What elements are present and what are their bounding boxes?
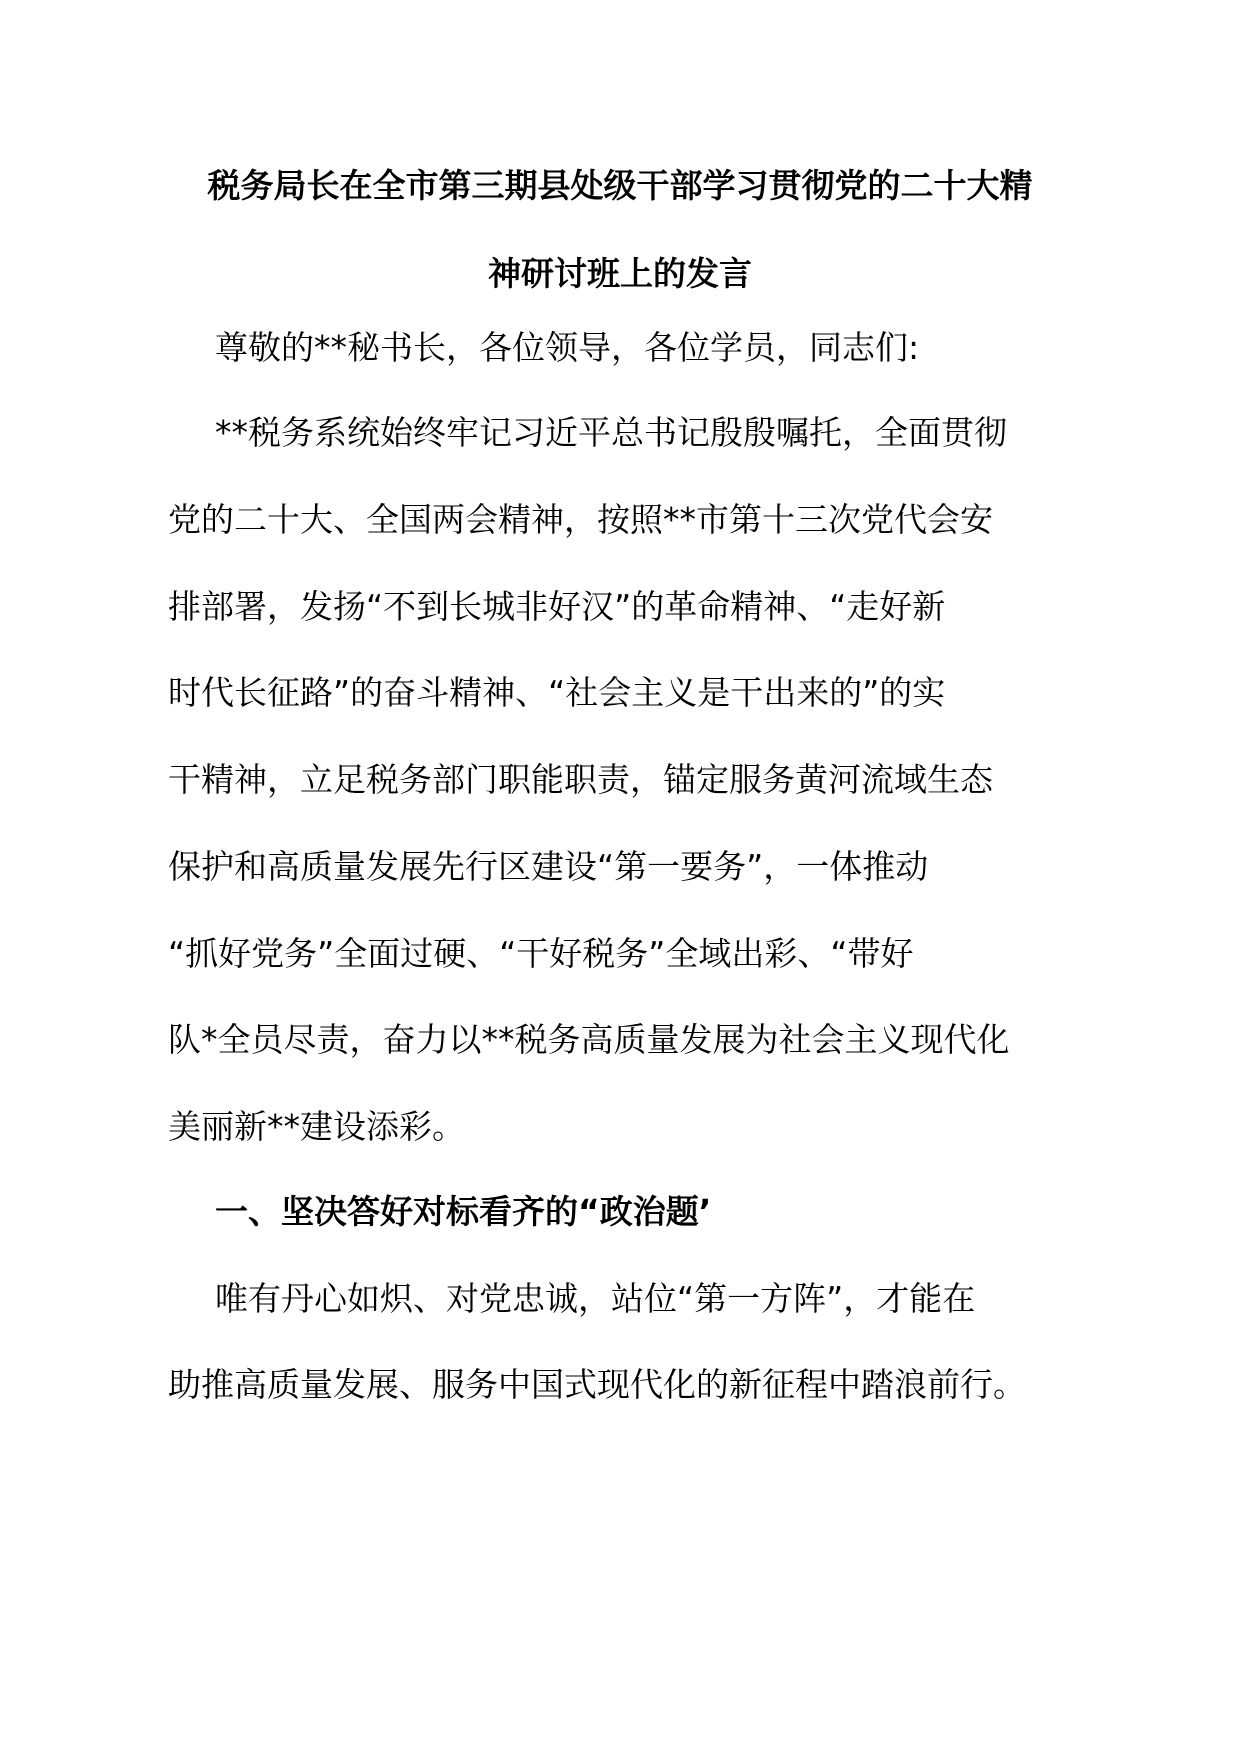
document-title-line-2: 神研讨班上的发言 bbox=[488, 254, 752, 293]
paragraph-1-line-4: 时代长征路”的奋斗精神、“社会主义是干出来的”的实 bbox=[168, 673, 946, 712]
paragraph-1-line-5: 干精神，立足税务部门职能职责，锚定服务黄河流域生态 bbox=[168, 760, 993, 799]
paragraph-1-line-7: “抓好党务”全面过硬、“干好税务”全域出彩、“带好 bbox=[168, 934, 914, 973]
paragraph-1-line-2: 党的二十大、全国两会精神，按照**市第十三次党代会安 bbox=[168, 500, 993, 539]
paragraph-1-line-8: 队*全员尽责，奋力以**税务高质量发展为社会主义现代化 bbox=[168, 1020, 1010, 1059]
section-1-heading: 一、坚决答好对标看齐的“政治题’ bbox=[215, 1192, 712, 1231]
paragraph-2-line-2: 助推高质量发展、服务中国式现代化的新征程中踏浪前行。 bbox=[168, 1365, 1026, 1404]
salutation: 尊敬的**秘书长，各位领导，各位学员，同志们: bbox=[215, 328, 920, 367]
paragraph-1-line-1: **税务系统始终牢记习近平总书记殷殷嘱托，全面贯彻 bbox=[215, 413, 1007, 452]
paragraph-1-line-9: 美丽新**建设添彩。 bbox=[168, 1107, 465, 1146]
paragraph-1-line-6: 保护和高质量发展先行区建设“第一要务”，一体推动 bbox=[168, 847, 929, 886]
paragraph-1-line-3: 排部署，发扬“不到长城非好汉”的革命精神、“走好新 bbox=[168, 587, 946, 626]
document-title-line-1: 税务局长在全市第三期县处级干部学习贯彻党的二十大精 bbox=[207, 166, 1033, 205]
paragraph-2-line-1: 唯有丹心如炽、对党忠诚，站位“第一方阵”，才能在 bbox=[215, 1279, 976, 1318]
